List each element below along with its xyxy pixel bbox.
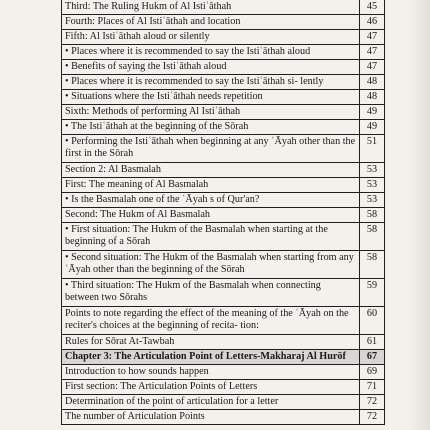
toc-topic: • Performing the Istiʿāthah when beginning at any ʿĀyah other than the first in the Sōrah xyxy=(62,135,360,163)
toc-topic: Third: The Ruling Hukm of Al Istiʿāthah xyxy=(62,0,360,15)
table-row xyxy=(62,45,385,60)
toc-topic: The number of Articulation Points xyxy=(62,410,360,425)
toc-topic: Points to note regarding the effect of the meaning of the ʿĀyah on the reciter's choices at the beginning of recita- tion: xyxy=(62,307,360,335)
table-row xyxy=(62,193,385,208)
table-row xyxy=(62,105,385,120)
chapter-heading: Chapter 3: The Articulation Point of Letters-Makharaj Al Hurōf xyxy=(62,350,360,365)
toc-topic: • Benefits of saying the Istiʿāthah aloud xyxy=(62,60,360,75)
toc-topic: Sixth: Methods of performing Al Istiʿāthah xyxy=(62,105,360,120)
table-row xyxy=(62,15,385,30)
toc-page-number: 49 xyxy=(360,120,385,135)
toc-page-number: 46 xyxy=(360,15,385,30)
table-of-contents xyxy=(61,0,385,425)
toc-topic: • Places where it is recommended to say the Istiʿāthah aloud xyxy=(62,45,360,60)
toc-page-number: 67 xyxy=(360,350,385,365)
table-row xyxy=(62,223,385,251)
table-row xyxy=(62,135,385,163)
toc-page-number: 59 xyxy=(360,279,385,307)
table-row xyxy=(62,208,385,223)
table-row xyxy=(62,0,385,15)
table-row xyxy=(62,307,385,335)
table-row xyxy=(62,279,385,307)
toc-page-number: 47 xyxy=(360,60,385,75)
toc-topic: Fifth: Al Istiʿāthah aloud or silently xyxy=(62,30,360,45)
table-row xyxy=(62,410,385,425)
toc-topic: Fourth: Places of Al Istiʿāthah and location xyxy=(62,15,360,30)
toc-page-number: 72 xyxy=(360,395,385,410)
toc-page-number: 60 xyxy=(360,307,385,335)
toc-topic: First: The meaning of Al Basmalah xyxy=(62,178,360,193)
toc-page-number: 71 xyxy=(360,380,385,395)
table-row xyxy=(62,90,385,105)
toc-page-number: 53 xyxy=(360,193,385,208)
toc-topic: • First situation: The Hukm of the Basmalah when starting at the beginning of a Sōrah xyxy=(62,223,360,251)
toc-page-number: 58 xyxy=(360,251,385,279)
toc-topic: Section 2: Al Basmalah xyxy=(62,163,360,178)
toc-page-number: 47 xyxy=(360,45,385,60)
toc-topic: • The Istiʿāthah at the beginning of the Sōrah xyxy=(62,120,360,135)
table-row xyxy=(62,365,385,380)
toc-topic: • Third situation: The Hukm of the Basmalah when connecting between two Sōrahs xyxy=(62,279,360,307)
chapter-row xyxy=(62,350,385,365)
table-row xyxy=(62,163,385,178)
toc-topic: First section: The Articulation Points of Letters xyxy=(62,380,360,395)
toc-topic: Rules for Sōrat At-Tawbah xyxy=(62,335,360,350)
toc-topic: • Second situation: The Hukm of the Basmalah when starting from any ʿĀyah other than the beginning of the Sōrah xyxy=(62,251,360,279)
toc-topic: • Is the Basmalah one of the ʿĀyah s of Qur'an? xyxy=(62,193,360,208)
toc-page-number: 69 xyxy=(360,365,385,380)
table-row xyxy=(62,60,385,75)
toc-page-number: 45 xyxy=(360,0,385,15)
toc-page-number: 53 xyxy=(360,178,385,193)
toc-page-number: 51 xyxy=(360,135,385,163)
table-row xyxy=(62,75,385,90)
toc-page-number: 48 xyxy=(360,75,385,90)
toc-page-number: 53 xyxy=(360,163,385,178)
table-row xyxy=(62,380,385,395)
toc-page-number: 72 xyxy=(360,410,385,425)
table-row xyxy=(62,178,385,193)
table-row xyxy=(62,30,385,45)
table-row xyxy=(62,120,385,135)
toc-page-number: 58 xyxy=(360,208,385,223)
toc-page-number: 49 xyxy=(360,105,385,120)
toc-page-number: 61 xyxy=(360,335,385,350)
toc-topic: • Places where it is recommended to say the Istiʿāthah si- lently xyxy=(62,75,360,90)
page-edge-shadow xyxy=(408,0,430,430)
table-row xyxy=(62,251,385,279)
table-row xyxy=(62,335,385,350)
toc-topic: • Situations where the Istiʿāthah needs repetition xyxy=(62,90,360,105)
toc-topic: Introduction to how sounds happen xyxy=(62,365,360,380)
table-row xyxy=(62,395,385,410)
toc-page-number: 48 xyxy=(360,90,385,105)
toc-topic: Second: The Hukm of Al Basmalah xyxy=(62,208,360,223)
toc-topic: Determination of the point of articulation for a letter xyxy=(62,395,360,410)
toc-page-number: 47 xyxy=(360,30,385,45)
toc-page-number: 58 xyxy=(360,223,385,251)
